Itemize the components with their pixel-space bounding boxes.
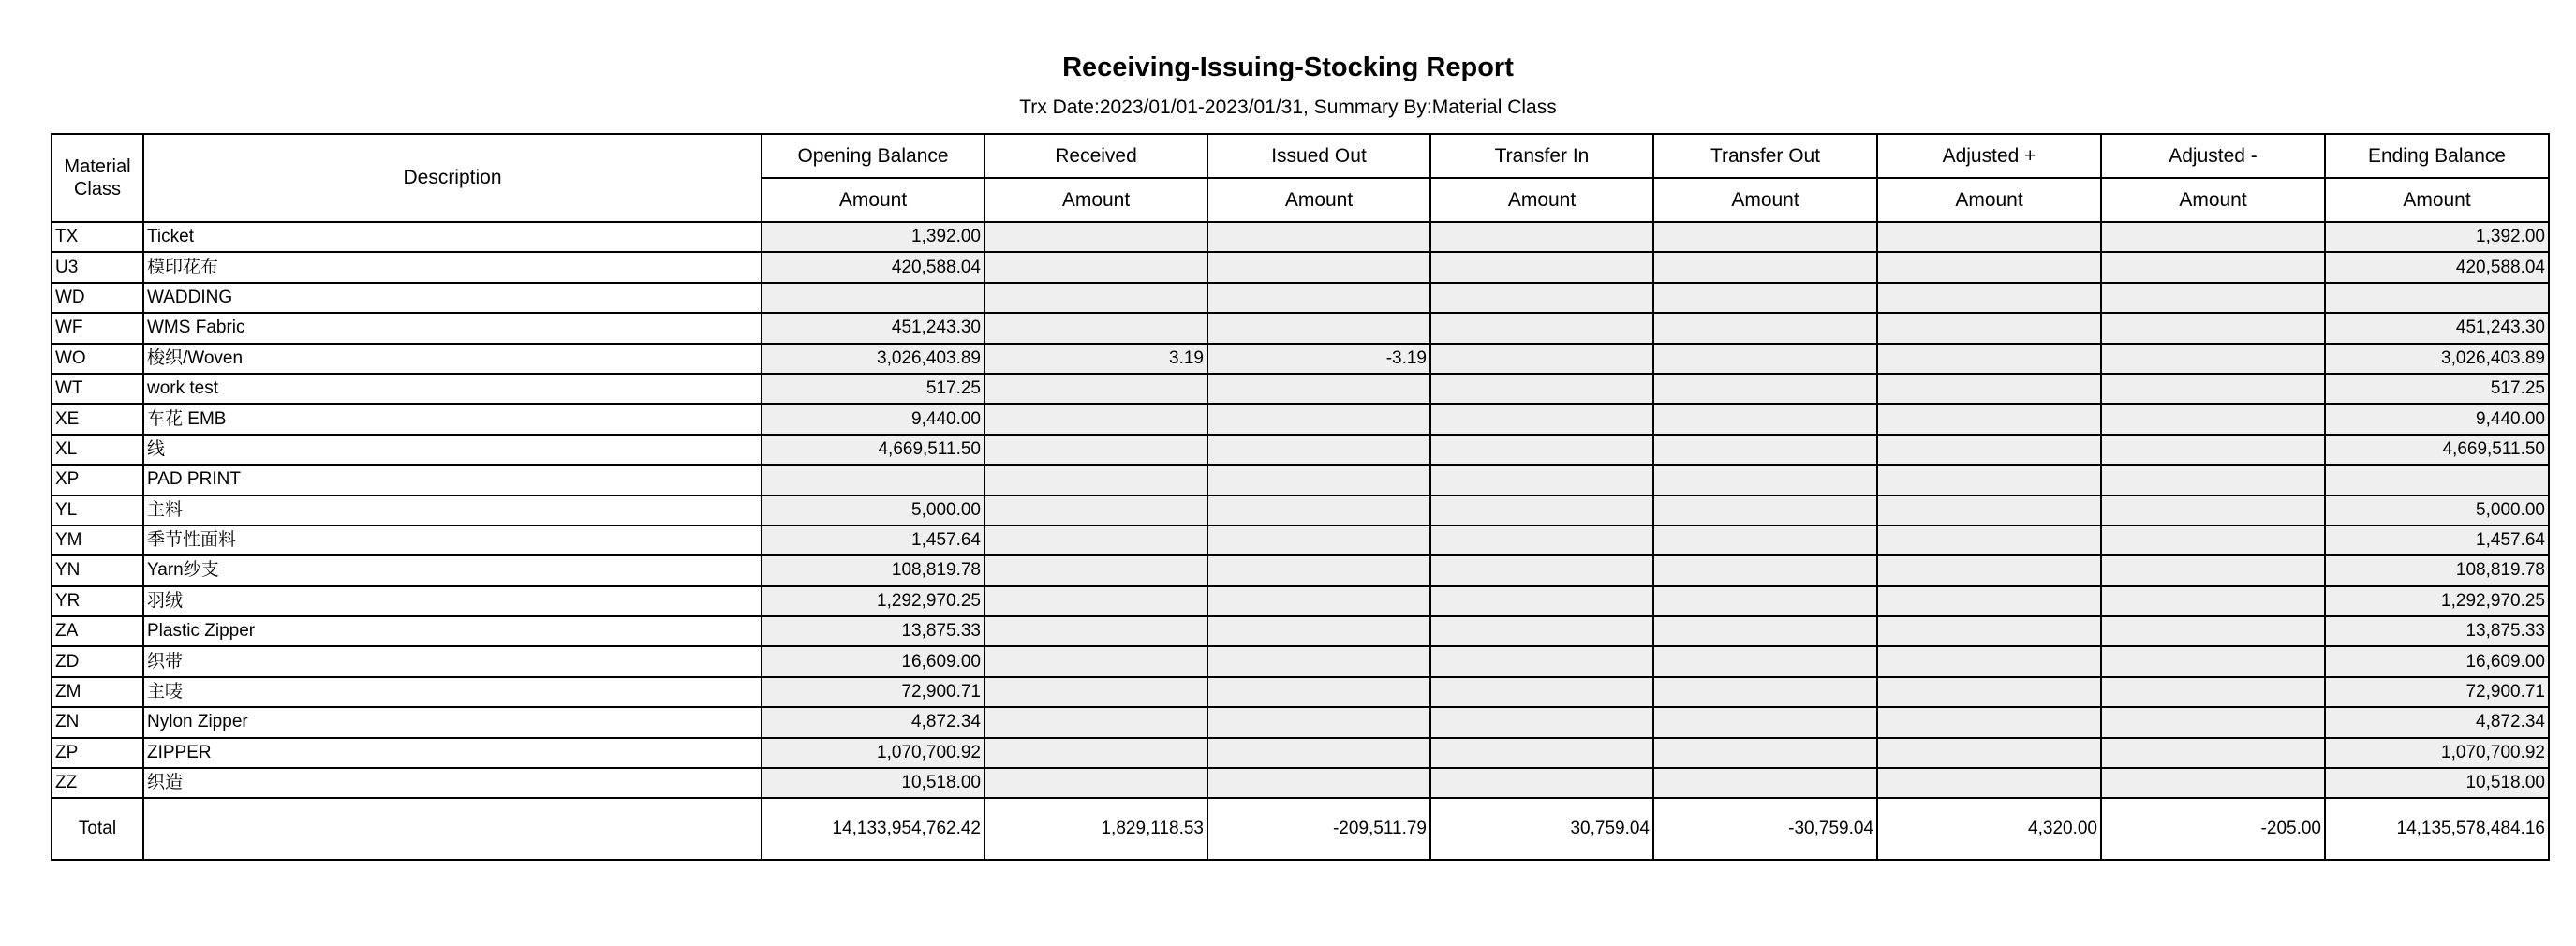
description-cell: 主料 bbox=[143, 495, 762, 525]
transfer-out-cell bbox=[1653, 555, 1877, 585]
transfer-out-cell bbox=[1653, 495, 1877, 525]
received-cell bbox=[985, 555, 1207, 585]
issued-out-cell bbox=[1207, 495, 1430, 525]
opening-balance-cell: 5,000.00 bbox=[762, 495, 985, 525]
material-class-cell: XP bbox=[52, 465, 143, 495]
ending-balance-cell: 3,026,403.89 bbox=[2325, 344, 2549, 374]
opening-balance-cell: 16,609.00 bbox=[762, 646, 985, 676]
transfer-out-cell bbox=[1653, 616, 1877, 646]
transfer-out-cell bbox=[1653, 677, 1877, 707]
transfer-out-cell bbox=[1653, 252, 1877, 282]
adjusted-minus-cell bbox=[2101, 344, 2325, 374]
material-class-cell: YR bbox=[52, 586, 143, 616]
transfer-out-cell bbox=[1653, 738, 1877, 768]
header-issued-out: Issued Out bbox=[1207, 134, 1430, 178]
received-cell bbox=[985, 738, 1207, 768]
opening-balance-cell: 13,875.33 bbox=[762, 616, 985, 646]
transfer-out-cell bbox=[1653, 222, 1877, 252]
total-received: 1,829,118.53 bbox=[985, 798, 1207, 860]
opening-balance-cell: 1,070,700.92 bbox=[762, 738, 985, 768]
table-row bbox=[52, 344, 2549, 374]
material-class-cell: TX bbox=[52, 222, 143, 252]
transfer-in-cell bbox=[1430, 525, 1653, 555]
header-amount: Amount bbox=[1877, 178, 2101, 222]
header-transfer-in: Transfer In bbox=[1430, 134, 1653, 178]
transfer-in-cell bbox=[1430, 374, 1653, 404]
transfer-out-cell bbox=[1653, 344, 1877, 374]
description-cell: 车花 EMB bbox=[143, 404, 762, 434]
opening-balance-cell: 1,292,970.25 bbox=[762, 586, 985, 616]
adjusted-minus-cell bbox=[2101, 404, 2325, 434]
transfer-in-cell bbox=[1430, 768, 1653, 798]
material-class-cell: ZN bbox=[52, 707, 143, 737]
ending-balance-cell: 1,392.00 bbox=[2325, 222, 2549, 252]
description-cell: ZIPPER bbox=[143, 738, 762, 768]
table-row bbox=[52, 404, 2549, 434]
adjusted-plus-cell bbox=[1877, 677, 2101, 707]
ending-balance-cell: 1,457.64 bbox=[2325, 525, 2549, 555]
table-row bbox=[52, 374, 2549, 404]
received-cell bbox=[985, 252, 1207, 282]
description-cell: work test bbox=[143, 374, 762, 404]
adjusted-minus-cell bbox=[2101, 646, 2325, 676]
table-row bbox=[52, 435, 2549, 465]
adjusted-plus-cell bbox=[1877, 404, 2101, 434]
issued-out-cell bbox=[1207, 252, 1430, 282]
received-cell bbox=[985, 313, 1207, 343]
opening-balance-cell: 10,518.00 bbox=[762, 768, 985, 798]
material-class-cell: YM bbox=[52, 525, 143, 555]
adjusted-plus-cell bbox=[1877, 222, 2101, 252]
table-row bbox=[52, 495, 2549, 525]
transfer-in-cell bbox=[1430, 344, 1653, 374]
material-class-cell: XE bbox=[52, 404, 143, 434]
issued-out-cell bbox=[1207, 586, 1430, 616]
description-cell: WADDING bbox=[143, 283, 762, 313]
report-subtitle: Trx Date:2023/01/01-2023/01/31, Summary By:Material Class bbox=[1019, 96, 1557, 118]
issued-out-cell: -3.19 bbox=[1207, 344, 1430, 374]
total-description-cell bbox=[143, 798, 762, 860]
header-amount: Amount bbox=[762, 178, 985, 222]
adjusted-plus-cell bbox=[1877, 586, 2101, 616]
header-received: Received bbox=[985, 134, 1207, 178]
adjusted-minus-cell bbox=[2101, 586, 2325, 616]
description-cell: 季节性面料 bbox=[143, 525, 762, 555]
table-row bbox=[52, 283, 2549, 313]
description-cell: 模印花布 bbox=[143, 252, 762, 282]
opening-balance-cell: 451,243.30 bbox=[762, 313, 985, 343]
ending-balance-cell: 13,875.33 bbox=[2325, 616, 2549, 646]
table-row bbox=[52, 616, 2549, 646]
received-cell bbox=[985, 677, 1207, 707]
ending-balance-cell: 9,440.00 bbox=[2325, 404, 2549, 434]
transfer-in-cell bbox=[1430, 404, 1653, 434]
description-cell: WMS Fabric bbox=[143, 313, 762, 343]
description-cell: PAD PRINT bbox=[143, 465, 762, 495]
table-row bbox=[52, 525, 2549, 555]
material-class-cell: ZZ bbox=[52, 768, 143, 798]
received-cell bbox=[985, 374, 1207, 404]
total-transfer-out: -30,759.04 bbox=[1653, 798, 1877, 860]
header-description: Description bbox=[143, 134, 762, 222]
ending-balance-cell: 5,000.00 bbox=[2325, 495, 2549, 525]
adjusted-plus-cell bbox=[1877, 435, 2101, 465]
total-row bbox=[52, 798, 2549, 860]
issued-out-cell bbox=[1207, 283, 1430, 313]
adjusted-minus-cell bbox=[2101, 465, 2325, 495]
ending-balance-cell: 420,588.04 bbox=[2325, 252, 2549, 282]
material-class-cell: ZP bbox=[52, 738, 143, 768]
transfer-in-cell bbox=[1430, 555, 1653, 585]
issued-out-cell bbox=[1207, 465, 1430, 495]
issued-out-cell bbox=[1207, 435, 1430, 465]
opening-balance-cell: 1,392.00 bbox=[762, 222, 985, 252]
adjusted-minus-cell bbox=[2101, 555, 2325, 585]
ending-balance-cell bbox=[2325, 283, 2549, 313]
issued-out-cell bbox=[1207, 707, 1430, 737]
transfer-in-cell bbox=[1430, 677, 1653, 707]
adjusted-minus-cell bbox=[2101, 707, 2325, 737]
table-row bbox=[52, 465, 2549, 495]
issued-out-cell bbox=[1207, 525, 1430, 555]
ending-balance-cell: 108,819.78 bbox=[2325, 555, 2549, 585]
header-row-groups bbox=[52, 134, 2549, 178]
received-cell bbox=[985, 222, 1207, 252]
received-cell bbox=[985, 435, 1207, 465]
total-transfer-in: 30,759.04 bbox=[1430, 798, 1653, 860]
adjusted-minus-cell bbox=[2101, 495, 2325, 525]
description-cell: Yarn纱支 bbox=[143, 555, 762, 585]
received-cell: 3.19 bbox=[985, 344, 1207, 374]
issued-out-cell bbox=[1207, 646, 1430, 676]
adjusted-minus-cell bbox=[2101, 525, 2325, 555]
header-opening-balance: Opening Balance bbox=[762, 134, 985, 178]
material-class-cell: ZM bbox=[52, 677, 143, 707]
issued-out-cell bbox=[1207, 738, 1430, 768]
received-cell bbox=[985, 495, 1207, 525]
header-amount: Amount bbox=[1653, 178, 1877, 222]
transfer-in-cell bbox=[1430, 707, 1653, 737]
transfer-out-cell bbox=[1653, 465, 1877, 495]
adjusted-plus-cell bbox=[1877, 252, 2101, 282]
ending-balance-cell: 451,243.30 bbox=[2325, 313, 2549, 343]
transfer-in-cell bbox=[1430, 465, 1653, 495]
header-transfer-out: Transfer Out bbox=[1653, 134, 1877, 178]
table-row bbox=[52, 313, 2549, 343]
ending-balance-cell: 1,070,700.92 bbox=[2325, 738, 2549, 768]
description-cell: 梭织/Woven bbox=[143, 344, 762, 374]
report-title: Receiving-Issuing-Stocking Report bbox=[1062, 52, 1514, 82]
opening-balance-cell bbox=[762, 283, 985, 313]
issued-out-cell bbox=[1207, 222, 1430, 252]
adjusted-plus-cell bbox=[1877, 555, 2101, 585]
description-cell: 织带 bbox=[143, 646, 762, 676]
transfer-in-cell bbox=[1430, 646, 1653, 676]
header-amount: Amount bbox=[1430, 178, 1653, 222]
table-row bbox=[52, 738, 2549, 768]
table-row bbox=[52, 677, 2549, 707]
transfer-in-cell bbox=[1430, 252, 1653, 282]
header-amount: Amount bbox=[985, 178, 1207, 222]
opening-balance-cell: 9,440.00 bbox=[762, 404, 985, 434]
adjusted-plus-cell bbox=[1877, 646, 2101, 676]
transfer-out-cell bbox=[1653, 404, 1877, 434]
table-row bbox=[52, 646, 2549, 676]
ending-balance-cell: 517.25 bbox=[2325, 374, 2549, 404]
adjusted-minus-cell bbox=[2101, 768, 2325, 798]
received-cell bbox=[985, 404, 1207, 434]
ending-balance-cell: 16,609.00 bbox=[2325, 646, 2549, 676]
adjusted-plus-cell bbox=[1877, 738, 2101, 768]
header-material-class: Material Class bbox=[52, 134, 143, 222]
material-class-cell: WO bbox=[52, 344, 143, 374]
total-ending-balance: 14,135,578,484.16 bbox=[2325, 798, 2549, 860]
adjusted-plus-cell bbox=[1877, 344, 2101, 374]
report-table bbox=[51, 133, 2550, 861]
header-amount: Amount bbox=[2101, 178, 2325, 222]
adjusted-minus-cell bbox=[2101, 677, 2325, 707]
transfer-out-cell bbox=[1653, 586, 1877, 616]
header-ending-balance: Ending Balance bbox=[2325, 134, 2549, 178]
issued-out-cell bbox=[1207, 555, 1430, 585]
transfer-out-cell bbox=[1653, 646, 1877, 676]
issued-out-cell bbox=[1207, 677, 1430, 707]
total-label: Total bbox=[52, 798, 143, 860]
opening-balance-cell: 3,026,403.89 bbox=[762, 344, 985, 374]
transfer-in-cell bbox=[1430, 313, 1653, 343]
material-class-cell: YN bbox=[52, 555, 143, 585]
table-row bbox=[52, 252, 2549, 282]
received-cell bbox=[985, 646, 1207, 676]
transfer-in-cell bbox=[1430, 283, 1653, 313]
opening-balance-cell: 517.25 bbox=[762, 374, 985, 404]
adjusted-plus-cell bbox=[1877, 313, 2101, 343]
issued-out-cell bbox=[1207, 768, 1430, 798]
adjusted-plus-cell bbox=[1877, 283, 2101, 313]
received-cell bbox=[985, 707, 1207, 737]
description-cell: 线 bbox=[143, 435, 762, 465]
adjusted-plus-cell bbox=[1877, 768, 2101, 798]
opening-balance-cell: 4,669,511.50 bbox=[762, 435, 985, 465]
opening-balance-cell: 420,588.04 bbox=[762, 252, 985, 282]
transfer-out-cell bbox=[1653, 283, 1877, 313]
total-adjusted-minus: -205.00 bbox=[2101, 798, 2325, 860]
received-cell bbox=[985, 283, 1207, 313]
adjusted-minus-cell bbox=[2101, 283, 2325, 313]
adjusted-plus-cell bbox=[1877, 707, 2101, 737]
received-cell bbox=[985, 465, 1207, 495]
description-cell: Ticket bbox=[143, 222, 762, 252]
ending-balance-cell bbox=[2325, 465, 2549, 495]
issued-out-cell bbox=[1207, 616, 1430, 646]
adjusted-minus-cell bbox=[2101, 222, 2325, 252]
header-amount: Amount bbox=[1207, 178, 1430, 222]
material-class-cell: YL bbox=[52, 495, 143, 525]
table-row bbox=[52, 222, 2549, 252]
transfer-out-cell bbox=[1653, 313, 1877, 343]
opening-balance-cell: 4,872.34 bbox=[762, 707, 985, 737]
table-row bbox=[52, 555, 2549, 585]
material-class-cell: WD bbox=[52, 283, 143, 313]
adjusted-plus-cell bbox=[1877, 525, 2101, 555]
material-class-cell: ZD bbox=[52, 646, 143, 676]
transfer-in-cell bbox=[1430, 738, 1653, 768]
table-row bbox=[52, 707, 2549, 737]
opening-balance-cell bbox=[762, 465, 985, 495]
adjusted-plus-cell bbox=[1877, 465, 2101, 495]
header-adjusted-minus: Adjusted - bbox=[2101, 134, 2325, 178]
total-issued-out: -209,511.79 bbox=[1207, 798, 1430, 860]
material-class-cell: ZA bbox=[52, 616, 143, 646]
ending-balance-cell: 72,900.71 bbox=[2325, 677, 2549, 707]
adjusted-plus-cell bbox=[1877, 495, 2101, 525]
transfer-out-cell bbox=[1653, 374, 1877, 404]
description-cell: 主唛 bbox=[143, 677, 762, 707]
adjusted-minus-cell bbox=[2101, 313, 2325, 343]
opening-balance-cell: 72,900.71 bbox=[762, 677, 985, 707]
total-adjusted-plus: 4,320.00 bbox=[1877, 798, 2101, 860]
header-amount: Amount bbox=[2325, 178, 2549, 222]
transfer-out-cell bbox=[1653, 435, 1877, 465]
adjusted-minus-cell bbox=[2101, 374, 2325, 404]
description-cell: 织造 bbox=[143, 768, 762, 798]
adjusted-plus-cell bbox=[1877, 374, 2101, 404]
ending-balance-cell: 1,292,970.25 bbox=[2325, 586, 2549, 616]
table-row bbox=[52, 768, 2549, 798]
opening-balance-cell: 1,457.64 bbox=[762, 525, 985, 555]
received-cell bbox=[985, 768, 1207, 798]
ending-balance-cell: 4,872.34 bbox=[2325, 707, 2549, 737]
adjusted-minus-cell bbox=[2101, 616, 2325, 646]
adjusted-minus-cell bbox=[2101, 738, 2325, 768]
received-cell bbox=[985, 586, 1207, 616]
transfer-in-cell bbox=[1430, 495, 1653, 525]
opening-balance-cell: 108,819.78 bbox=[762, 555, 985, 585]
adjusted-minus-cell bbox=[2101, 252, 2325, 282]
issued-out-cell bbox=[1207, 313, 1430, 343]
received-cell bbox=[985, 525, 1207, 555]
transfer-in-cell bbox=[1430, 616, 1653, 646]
transfer-out-cell bbox=[1653, 525, 1877, 555]
material-class-cell: WT bbox=[52, 374, 143, 404]
received-cell bbox=[985, 616, 1207, 646]
header-adjusted-plus: Adjusted + bbox=[1877, 134, 2101, 178]
ending-balance-cell: 10,518.00 bbox=[2325, 768, 2549, 798]
adjusted-minus-cell bbox=[2101, 435, 2325, 465]
description-cell: Plastic Zipper bbox=[143, 616, 762, 646]
transfer-in-cell bbox=[1430, 435, 1653, 465]
report-body bbox=[52, 222, 2549, 798]
issued-out-cell bbox=[1207, 404, 1430, 434]
transfer-out-cell bbox=[1653, 768, 1877, 798]
description-cell: 羽绒 bbox=[143, 586, 762, 616]
adjusted-plus-cell bbox=[1877, 616, 2101, 646]
material-class-cell: U3 bbox=[52, 252, 143, 282]
issued-out-cell bbox=[1207, 374, 1430, 404]
transfer-in-cell bbox=[1430, 222, 1653, 252]
transfer-in-cell bbox=[1430, 586, 1653, 616]
material-class-cell: WF bbox=[52, 313, 143, 343]
table-row bbox=[52, 586, 2549, 616]
transfer-out-cell bbox=[1653, 707, 1877, 737]
ending-balance-cell: 4,669,511.50 bbox=[2325, 435, 2549, 465]
total-opening-balance: 14,133,954,762.42 bbox=[762, 798, 985, 860]
material-class-cell: XL bbox=[52, 435, 143, 465]
description-cell: Nylon Zipper bbox=[143, 707, 762, 737]
